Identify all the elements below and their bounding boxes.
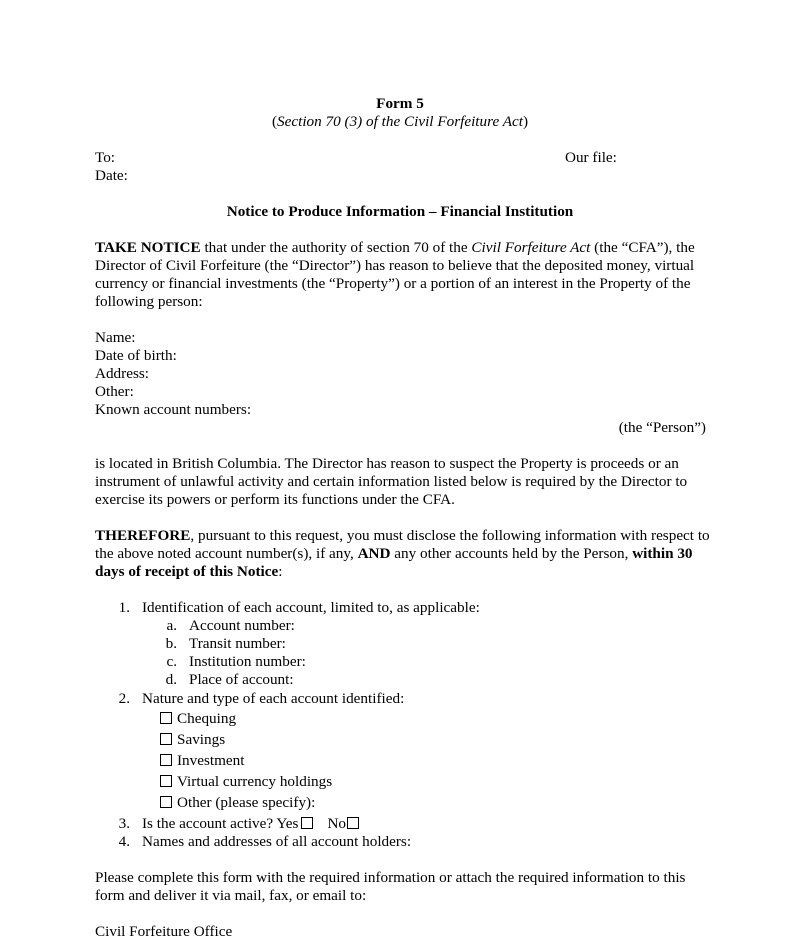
savings-checkbox[interactable] [160, 733, 172, 745]
take-notice-text-a: that under the authority of section 70 of the [200, 239, 472, 256]
item-4-text: Names and addresses of all account holders: [142, 833, 412, 850]
chequing-label: Chequing [177, 710, 237, 727]
subtitle-close-paren: ) [522, 113, 529, 130]
account-active-question: Is the account active? Yes [142, 815, 299, 832]
therefore-text-c: : [278, 563, 283, 580]
place-of-account-label: Place of account: [189, 671, 294, 688]
checkbox-row-savings [160, 731, 225, 749]
sub-b-letter: b. [165, 635, 177, 652]
item-4-number: 4. [118, 833, 130, 850]
sub-a-letter: a. [166, 617, 177, 634]
sub-c-letter: c. [166, 653, 177, 670]
transit-number-label: Transit number: [189, 635, 286, 652]
virtual-currency-label: Virtual currency holdings [177, 773, 333, 790]
checkbox-row-chequing [160, 710, 236, 728]
notice-title: Notice to Produce Information – Financial Institution [226, 203, 574, 220]
to-label: To: [95, 149, 116, 166]
take-notice-paragraph [95, 239, 715, 311]
therefore-paragraph [95, 527, 715, 581]
no-checkbox[interactable] [347, 817, 359, 829]
subtitle-open-paren: ( [271, 113, 278, 130]
therefore-lead: THEREFORE [95, 527, 191, 544]
item-1-number: 1. [118, 599, 130, 616]
deadline-emphasis: within 30 days of receipt of this Notice [95, 545, 693, 580]
item-3-number: 3. [118, 815, 130, 832]
therefore-text-a: , pursuant to this request, you must disclose the following information with respect to the above noted account number(s), if any, [95, 527, 710, 562]
checkbox-row-virtual [160, 773, 332, 791]
no-label: No [327, 815, 347, 832]
subtitle-section-reference: Section 70 (3) of the Civil Forfeiture Act [277, 113, 523, 130]
form-title: Form 5 [376, 95, 424, 112]
yes-checkbox[interactable] [301, 817, 313, 829]
sub-d-letter: d. [165, 671, 177, 688]
act-name: Civil Forfeiture Act [471, 239, 591, 256]
known-account-numbers-label: Known account numbers: [95, 401, 252, 418]
item-3-line [142, 815, 359, 833]
virtual-currency-checkbox[interactable] [160, 775, 172, 787]
investment-label: Investment [177, 752, 245, 769]
other-specify-label: Other (please specify): [177, 794, 316, 811]
closing-paragraph: Please complete this form with the required information or attach the required information to this form and deliver it via mail, fax, or email to: [95, 869, 686, 904]
other-label: Other: [95, 383, 134, 400]
investment-checkbox[interactable] [160, 754, 172, 766]
our-file-label: Our file: [565, 149, 617, 166]
item-2-number: 2. [118, 690, 130, 707]
take-notice-lead: TAKE NOTICE [95, 239, 201, 256]
and-emphasis: AND [357, 545, 391, 562]
savings-label: Savings [177, 731, 226, 748]
name-label: Name: [95, 329, 136, 346]
institution-number-label: Institution number: [189, 653, 306, 670]
form-subtitle [0, 113, 800, 131]
item-1-text: Identification of each account, limited to, as applicable: [142, 599, 480, 616]
account-number-label: Account number: [189, 617, 295, 634]
chequing-checkbox[interactable] [160, 712, 172, 724]
date-of-birth-label: Date of birth: [95, 347, 177, 364]
item-2-text: Nature and type of each account identified: [142, 690, 405, 707]
therefore-text-b: any other accounts held by the Person, [390, 545, 633, 562]
checkbox-row-investment [160, 752, 244, 770]
address-label: Address: [95, 365, 149, 382]
office-name: Civil Forfeiture Office [95, 923, 233, 940]
date-label: Date: [95, 167, 128, 184]
other-checkbox[interactable] [160, 796, 172, 808]
checkbox-row-other [160, 794, 315, 812]
person-reference: (the “Person”) [618, 419, 706, 436]
take-notice-text-b: (the “CFA”), the Director of Civil Forfeiture (the “Director”) has reason to believe that the deposited money, virtual currency or financial investments (the “Property”) or a portion of an interest in the Property of the following person: [95, 239, 695, 310]
located-paragraph: is located in British Columbia. The Director has reason to suspect the Property is proceeds or an instrument of unlawful activity and certain information listed below is required by the Director to exercise its powers or perform its functions under the CFA. [95, 455, 688, 508]
